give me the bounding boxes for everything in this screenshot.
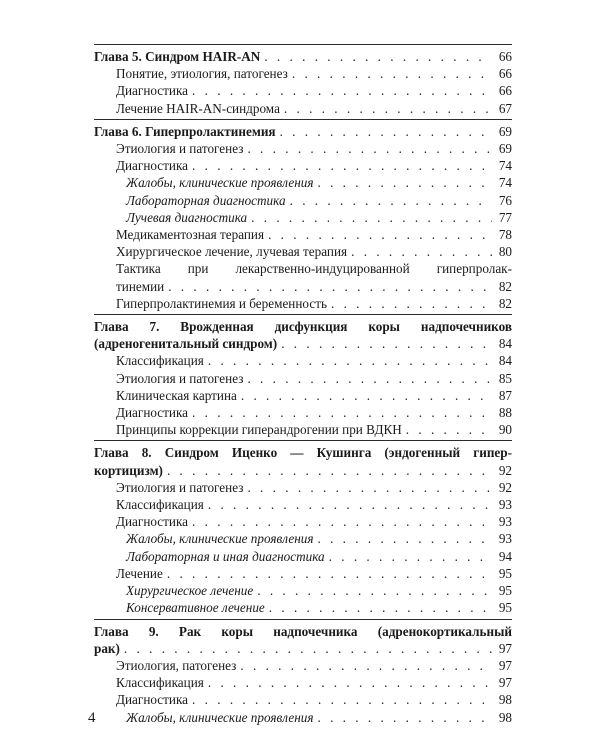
entry-label: Гиперпролактинемия и беременность (116, 295, 327, 311)
toc-entry[interactable] (94, 65, 512, 82)
dot-leader (251, 209, 492, 226)
page-number: 88 (498, 405, 512, 421)
entry-label: Жалобы, клинические проявления (126, 175, 314, 191)
dot-leader (317, 174, 492, 191)
page-number: 77 (498, 209, 512, 225)
dot-leader (192, 157, 492, 174)
dot-leader (208, 496, 492, 513)
page-number: 97 (498, 657, 512, 673)
page-number: 95 (498, 565, 512, 581)
page-number: 82 (498, 295, 512, 311)
dot-leader (268, 226, 492, 243)
entry-label: Лабораторная диагностика (126, 192, 286, 208)
entry-label: Диагностика (116, 405, 189, 421)
dot-leader (264, 48, 492, 65)
toc-entry[interactable] (94, 157, 512, 174)
dot-leader (317, 709, 492, 726)
dot-leader (281, 335, 492, 352)
entry-label: Консервативное лечение (126, 600, 265, 616)
entry-label-line-2: тинемии (116, 278, 165, 294)
toc-entry[interactable] (94, 260, 512, 294)
page-number: 82 (498, 278, 512, 294)
toc-subentry[interactable] (94, 599, 512, 616)
toc-entry[interactable] (94, 295, 512, 312)
toc-subentry[interactable] (94, 209, 512, 226)
chapter-6-section (94, 119, 512, 312)
toc-entry[interactable] (94, 674, 512, 691)
entry-label: Понятие, этиология, патогенез (116, 66, 288, 82)
chapter-9-heading[interactable] (94, 623, 512, 657)
toc-entry[interactable] (94, 565, 512, 582)
toc-entry[interactable] (94, 243, 512, 260)
chapter-title-line-2: кортицизм) (94, 462, 163, 478)
chapter-title: Глава 5. Синдром HAIR-AN (94, 49, 261, 64)
entry-label: Медикаментозная терапия (116, 227, 265, 243)
toc-entry[interactable] (94, 479, 512, 496)
toc-subentry[interactable] (94, 582, 512, 599)
dot-leader (208, 674, 492, 691)
toc-entry[interactable] (94, 370, 512, 387)
entry-label: Лечение HAIR-AN-синдрома (116, 100, 280, 116)
toc-entry[interactable] (94, 82, 512, 99)
dot-leader (192, 691, 492, 708)
toc-entry[interactable] (94, 496, 512, 513)
page-number: 92 (498, 462, 512, 478)
entry-label: Классификация (116, 497, 204, 513)
toc-entry[interactable] (94, 387, 512, 404)
entry-label: Жалобы, клинические проявления (126, 709, 314, 725)
dot-leader (247, 140, 492, 157)
dot-leader (124, 640, 492, 657)
page-number: 85 (498, 370, 512, 386)
dot-leader (290, 192, 492, 209)
toc-entry[interactable] (94, 352, 512, 369)
page-number: 69 (498, 141, 512, 157)
chapter-title-line-2: рак) (94, 640, 120, 656)
page-number: 95 (498, 583, 512, 599)
entry-label: Диагностика (116, 83, 189, 99)
page-number: 74 (498, 158, 512, 174)
dot-leader (292, 65, 492, 82)
page-number: 87 (498, 387, 512, 403)
chapter-7-heading[interactable] (94, 318, 512, 352)
dot-leader (317, 530, 492, 547)
dot-leader (257, 582, 492, 599)
dot-leader (168, 278, 492, 295)
toc-subentry[interactable] (94, 174, 512, 191)
chapter-8-section (94, 440, 512, 616)
dot-leader (269, 599, 492, 616)
dot-leader (208, 352, 492, 369)
chapter-title-line-1: Глава 7. Врожденная дисфункция коры надпочечников (94, 319, 512, 335)
table-of-contents (94, 44, 512, 728)
entry-label: Клиническая картина (116, 387, 237, 403)
page-number: 69 (498, 123, 512, 139)
page-number: 80 (498, 244, 512, 260)
page-number: 67 (498, 100, 512, 116)
entry-label: Диагностика (116, 692, 189, 708)
dot-leader (247, 370, 492, 387)
dot-leader (167, 462, 492, 479)
toc-entry[interactable] (94, 657, 512, 674)
entry-label: Хирургическое лечение (126, 583, 254, 599)
page-number: 84 (498, 353, 512, 369)
page-number: 84 (498, 336, 512, 352)
page-number: 90 (498, 422, 512, 438)
chapter-5-section (94, 44, 512, 117)
chapter-title-line-1: Глава 8. Синдром Иценко — Кушинга (эндогенный гипер- (94, 445, 512, 461)
toc-entry[interactable] (94, 140, 512, 157)
chapter-7-section (94, 314, 512, 438)
dot-leader (167, 565, 492, 582)
entry-label: Лабораторная и иная диагностика (126, 548, 325, 564)
chapter-title-line-2: (адреногенитальный синдром) (94, 336, 278, 352)
page-number: 98 (498, 709, 512, 725)
page-number: 66 (498, 83, 512, 99)
dot-leader (192, 404, 492, 421)
entry-label: Диагностика (116, 158, 189, 174)
entry-label: Этиология и патогенез (116, 141, 244, 157)
entry-label: Этиология и патогенез (116, 479, 244, 495)
dot-leader (241, 387, 492, 404)
page-number: 78 (498, 227, 512, 243)
chapter-title-line-1: Глава 9. Рак коры надпочечника (адренокортикальный (94, 623, 512, 639)
entry-label: Классификация (116, 353, 204, 369)
page-number: 94 (498, 548, 512, 564)
dot-leader (240, 657, 492, 674)
dot-leader (406, 421, 492, 438)
page-number: 66 (498, 49, 512, 64)
toc-subentry[interactable] (94, 709, 512, 726)
page-number: 97 (498, 675, 512, 691)
page-number: 74 (498, 175, 512, 191)
entry-label: Хирургическое лечение, лучевая терапия (116, 244, 348, 260)
chapter-8-heading[interactable] (94, 444, 512, 478)
page-number: 97 (498, 640, 512, 656)
entry-label: Лечение (116, 565, 163, 581)
chapter-title: Глава 6. Гиперпролактинемия (94, 123, 276, 139)
dot-leader (280, 123, 492, 140)
page-number: 76 (498, 192, 512, 208)
chapter-6-heading[interactable] (94, 123, 512, 140)
toc-subentry[interactable] (94, 530, 512, 547)
entry-label: Этиология и патогенез (116, 370, 244, 386)
entry-label: Лучевая диагностика (126, 209, 248, 225)
toc-entry[interactable] (94, 226, 512, 243)
dot-leader (284, 100, 492, 117)
toc-entry[interactable] (94, 691, 512, 708)
page-number: 93 (498, 514, 512, 530)
toc-entry[interactable] (94, 404, 512, 421)
dot-leader (192, 513, 492, 530)
toc-subentry[interactable] (94, 192, 512, 209)
page-number: 95 (498, 600, 512, 616)
page-number: 98 (498, 692, 512, 708)
toc-entry[interactable] (94, 421, 512, 438)
entry-label: Диагностика (116, 514, 189, 530)
page-number: 92 (498, 479, 512, 495)
page-folio-number: 4 (88, 710, 96, 726)
entry-label-line-1: Тактика при лекарственно-индуцированной гиперпролак- (116, 261, 512, 277)
dot-leader (329, 548, 492, 565)
entry-label: Принципы коррекции гиперандрогении при ВДКН (116, 422, 402, 438)
chapter-5-heading[interactable] (94, 48, 512, 65)
entry-label: Этиология, патогенез (116, 657, 237, 673)
chapter-9-section (94, 619, 512, 726)
page-number: 93 (498, 497, 512, 513)
toc-entry[interactable] (94, 513, 512, 530)
toc-entry[interactable] (94, 100, 512, 117)
dot-leader (247, 479, 492, 496)
entry-label: Жалобы, клинические проявления (126, 531, 314, 547)
dot-leader (331, 295, 492, 312)
dot-leader (351, 243, 492, 260)
dot-leader (192, 82, 492, 99)
page-number: 93 (498, 531, 512, 547)
toc-subentry[interactable] (94, 548, 512, 565)
page-number: 66 (498, 66, 512, 82)
entry-label: Классификация (116, 675, 204, 691)
